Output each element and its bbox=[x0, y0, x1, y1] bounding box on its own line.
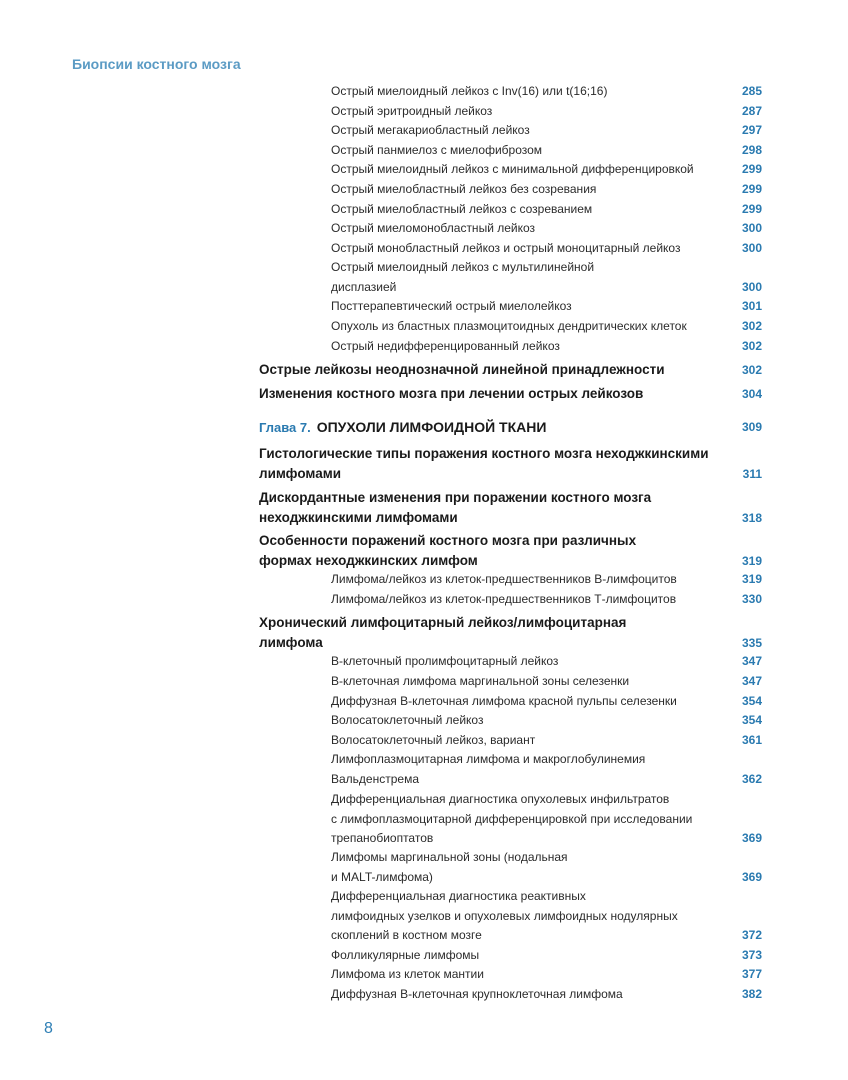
entry-title-line: Лимфома/лейкоз из клеток-предшественников В-лимфоцитов bbox=[331, 572, 677, 586]
entry-title-line: Острый миелоидный лейкоз с минимальной дифференцировкой bbox=[331, 162, 694, 176]
toc-subsection-entry[interactable] bbox=[331, 317, 762, 337]
entry-title-line: Вальденстрема bbox=[331, 771, 420, 786]
entry-page-number: 373 bbox=[741, 948, 762, 962]
entry-page-number: 330 bbox=[741, 592, 762, 606]
entry-page-number: 335 bbox=[741, 636, 762, 650]
toc-subsection-entry[interactable] bbox=[331, 102, 762, 122]
toc-subsection-entry[interactable] bbox=[331, 180, 762, 200]
entry-page-number: 309 bbox=[741, 420, 762, 434]
entry-title-line: формах неходжкинских лимфом bbox=[259, 553, 478, 568]
toc-subsection-entry[interactable] bbox=[331, 297, 762, 317]
entry-title-line: лимфоидных узелков и опухолевых лимфоидных нодулярных bbox=[331, 908, 678, 923]
entry-page-number: 302 bbox=[741, 319, 762, 333]
entry-page-number: 299 bbox=[741, 182, 762, 196]
entry-title-line: Острый миелоидный лейкоз с мультилинейной bbox=[331, 260, 595, 274]
entry-title-line: Дифференциальная диагностика реактивных bbox=[331, 889, 586, 903]
entry-title-line: Волосатоклеточный лейкоз bbox=[331, 713, 484, 727]
toc-subsection-entry[interactable] bbox=[331, 82, 762, 102]
entry-title-line: Лимфомы маргинальной зоны (нодальная bbox=[331, 850, 568, 864]
entry-page-number: 362 bbox=[741, 771, 762, 786]
entry-page-number: 285 bbox=[741, 84, 762, 98]
entry-title-line: неходжкинскими лимфомами bbox=[259, 510, 458, 525]
entry-title-line: Фолликулярные лимфомы bbox=[331, 948, 480, 962]
entry-page-number: 318 bbox=[741, 511, 762, 525]
entry-title-line: Лимфома/лейкоз из клеток-предшественников Т-лимфоцитов bbox=[331, 592, 677, 606]
entry-title-line: Дискордантные изменения при поражении костного мозга bbox=[259, 490, 652, 505]
entry-title-line: Острый панмиелоз с миелофиброзом bbox=[331, 143, 543, 157]
entry-title-line: Лимфома из клеток мантии bbox=[331, 967, 484, 981]
chapter-title: ОПУХОЛИ ЛИМФОИДНОЙ ТКАНИ bbox=[316, 419, 547, 435]
toc-subsection-entry[interactable] bbox=[331, 219, 762, 239]
toc-subsection-entry[interactable] bbox=[331, 965, 762, 985]
entry-title-line: Острые лейкозы неоднозначной линейной принадлежности bbox=[259, 362, 665, 377]
entry-title-line: скоплений в костном мозге bbox=[331, 928, 482, 943]
entry-page-number: 319 bbox=[741, 554, 762, 568]
toc-subsection-entry[interactable] bbox=[331, 337, 762, 357]
entry-page-number: 354 bbox=[741, 713, 762, 727]
entry-title-line: Острый недифференцированный лейкоз bbox=[331, 339, 560, 353]
entry-page-number: 297 bbox=[741, 123, 762, 137]
entry-page-number: 287 bbox=[741, 104, 762, 118]
toc-subsection-entry[interactable] bbox=[331, 160, 762, 180]
entry-title-line: Диффузная В-клеточная лимфома красной пульпы селезенки bbox=[331, 694, 677, 708]
toc-subsection-entry[interactable] bbox=[331, 239, 762, 259]
entry-page-number: 354 bbox=[741, 694, 762, 708]
entry-page-number: 302 bbox=[741, 363, 762, 377]
toc-subsection-entry[interactable] bbox=[331, 121, 762, 141]
entry-page-number: 319 bbox=[741, 572, 762, 586]
entry-title-line: дисплазией bbox=[331, 279, 397, 294]
toc-section-entry[interactable] bbox=[259, 488, 762, 528]
entry-page-number: 300 bbox=[741, 279, 762, 294]
toc-subsection-entry[interactable] bbox=[331, 750, 762, 789]
entry-page-number: 347 bbox=[741, 654, 762, 668]
toc-subsection-entry[interactable] bbox=[331, 652, 762, 672]
toc-chapter-entry[interactable] bbox=[259, 417, 762, 437]
entry-title-line: Острый эритроидный лейкоз bbox=[331, 104, 493, 118]
toc-subsection-entry[interactable] bbox=[331, 887, 762, 946]
entry-title-line: Острый монобластный лейкоз и острый моноцитарный лейкоз bbox=[331, 241, 681, 255]
running-header: Биопсии костного мозга bbox=[72, 56, 241, 72]
entry-title-line: Лимфоплазмоцитарная лимфома и макроглобулинемия bbox=[331, 752, 646, 766]
entry-title-line: Острый миелоидный лейкоз с Inv(16) или t(16;16) bbox=[331, 84, 608, 98]
entry-title-line: Дифференциальная диагностика опухолевых инфильтратов bbox=[331, 792, 670, 806]
entry-page-number: 311 bbox=[742, 467, 762, 481]
toc-subsection-entry[interactable] bbox=[331, 672, 762, 692]
entry-title-line: Острый миелобластный лейкоз с созреванием bbox=[331, 202, 593, 216]
toc-section-entry[interactable] bbox=[259, 444, 762, 484]
toc-subsection-entry[interactable] bbox=[331, 590, 762, 610]
entry-page-number: 298 bbox=[741, 143, 762, 157]
toc-subsection-entry[interactable] bbox=[331, 848, 762, 887]
entry-title-line: лимфомами bbox=[259, 466, 341, 481]
entry-page-number: 299 bbox=[741, 162, 762, 176]
entry-title-line: трепанобиоптатов bbox=[331, 831, 434, 846]
entry-page-number: 347 bbox=[741, 674, 762, 688]
toc-subsection-entry[interactable] bbox=[331, 141, 762, 161]
entry-page-number: 302 bbox=[741, 339, 762, 353]
entry-page-number: 377 bbox=[741, 967, 762, 981]
toc-section-entry[interactable] bbox=[259, 613, 762, 653]
entry-page-number: 369 bbox=[741, 831, 762, 846]
entry-title-line: Опухоль из бластных плазмоцитоидных дендритических клеток bbox=[331, 319, 687, 333]
entry-title-line: Острый миелобластный лейкоз без созревания bbox=[331, 182, 597, 196]
entry-page-number: 300 bbox=[741, 221, 762, 235]
entry-page-number: 304 bbox=[741, 387, 762, 401]
entry-page-number: 369 bbox=[741, 869, 762, 884]
entry-title-line: с лимфоплазмоцитарной дифференцировкой при исследовании bbox=[331, 811, 693, 826]
toc-section-entry[interactable] bbox=[259, 360, 762, 380]
toc-section-entry[interactable] bbox=[259, 384, 762, 404]
entry-title-line: В-клеточная лимфома маргинальной зоны селезенки bbox=[331, 674, 630, 688]
entry-title-line: Хронический лимфоцитарный лейкоз/лимфоцитарная bbox=[259, 615, 627, 630]
entry-title-line: Изменения костного мозга при лечении острых лейкозов bbox=[259, 386, 644, 401]
toc-subsection-entry[interactable] bbox=[331, 790, 762, 849]
toc-subsection-entry[interactable] bbox=[331, 731, 762, 751]
entry-page-number: 299 bbox=[741, 202, 762, 216]
toc-subsection-entry[interactable] bbox=[331, 711, 762, 731]
entry-page-number: 372 bbox=[741, 928, 762, 943]
toc-subsection-entry[interactable] bbox=[331, 570, 762, 590]
page-number: 8 bbox=[44, 1020, 53, 1037]
entry-title-line: Гистологические типы поражения костного мозга неходжкинскими bbox=[259, 446, 709, 461]
entry-page-number: 301 bbox=[741, 299, 762, 313]
entry-title-line: Острый миеломонобластный лейкоз bbox=[331, 221, 536, 235]
entry-title-line: лимфома bbox=[259, 635, 323, 650]
entry-page-number: 300 bbox=[741, 241, 762, 255]
toc-subsection-entry[interactable] bbox=[331, 258, 762, 297]
entry-title-line: Особенности поражений костного мозга при различных bbox=[259, 533, 637, 548]
toc-section-entry[interactable] bbox=[259, 531, 762, 571]
toc-subsection-entry[interactable] bbox=[331, 692, 762, 712]
entry-title-line: В-клеточный пролимфоцитарный лейкоз bbox=[331, 654, 559, 668]
entry-title-line: и MALT-лимфома) bbox=[331, 869, 433, 884]
entry-page-number: 361 bbox=[741, 733, 762, 747]
toc-subsection-entry[interactable] bbox=[331, 985, 762, 1005]
entry-title-line: Острый мегакариобластный лейкоз bbox=[331, 123, 530, 137]
toc-subsection-entry[interactable] bbox=[331, 200, 762, 220]
entry-title-line: Диффузная В-клеточная крупноклеточная лимфома bbox=[331, 987, 623, 1001]
chapter-label: Глава 7. bbox=[259, 420, 311, 435]
entry-page-number: 382 bbox=[741, 987, 762, 1001]
toc-subsection-entry[interactable] bbox=[331, 946, 762, 966]
entry-title-line: Волосатоклеточный лейкоз, вариант bbox=[331, 733, 536, 747]
entry-title-line: Посттерапевтический острый миелолейкоз bbox=[331, 299, 572, 313]
